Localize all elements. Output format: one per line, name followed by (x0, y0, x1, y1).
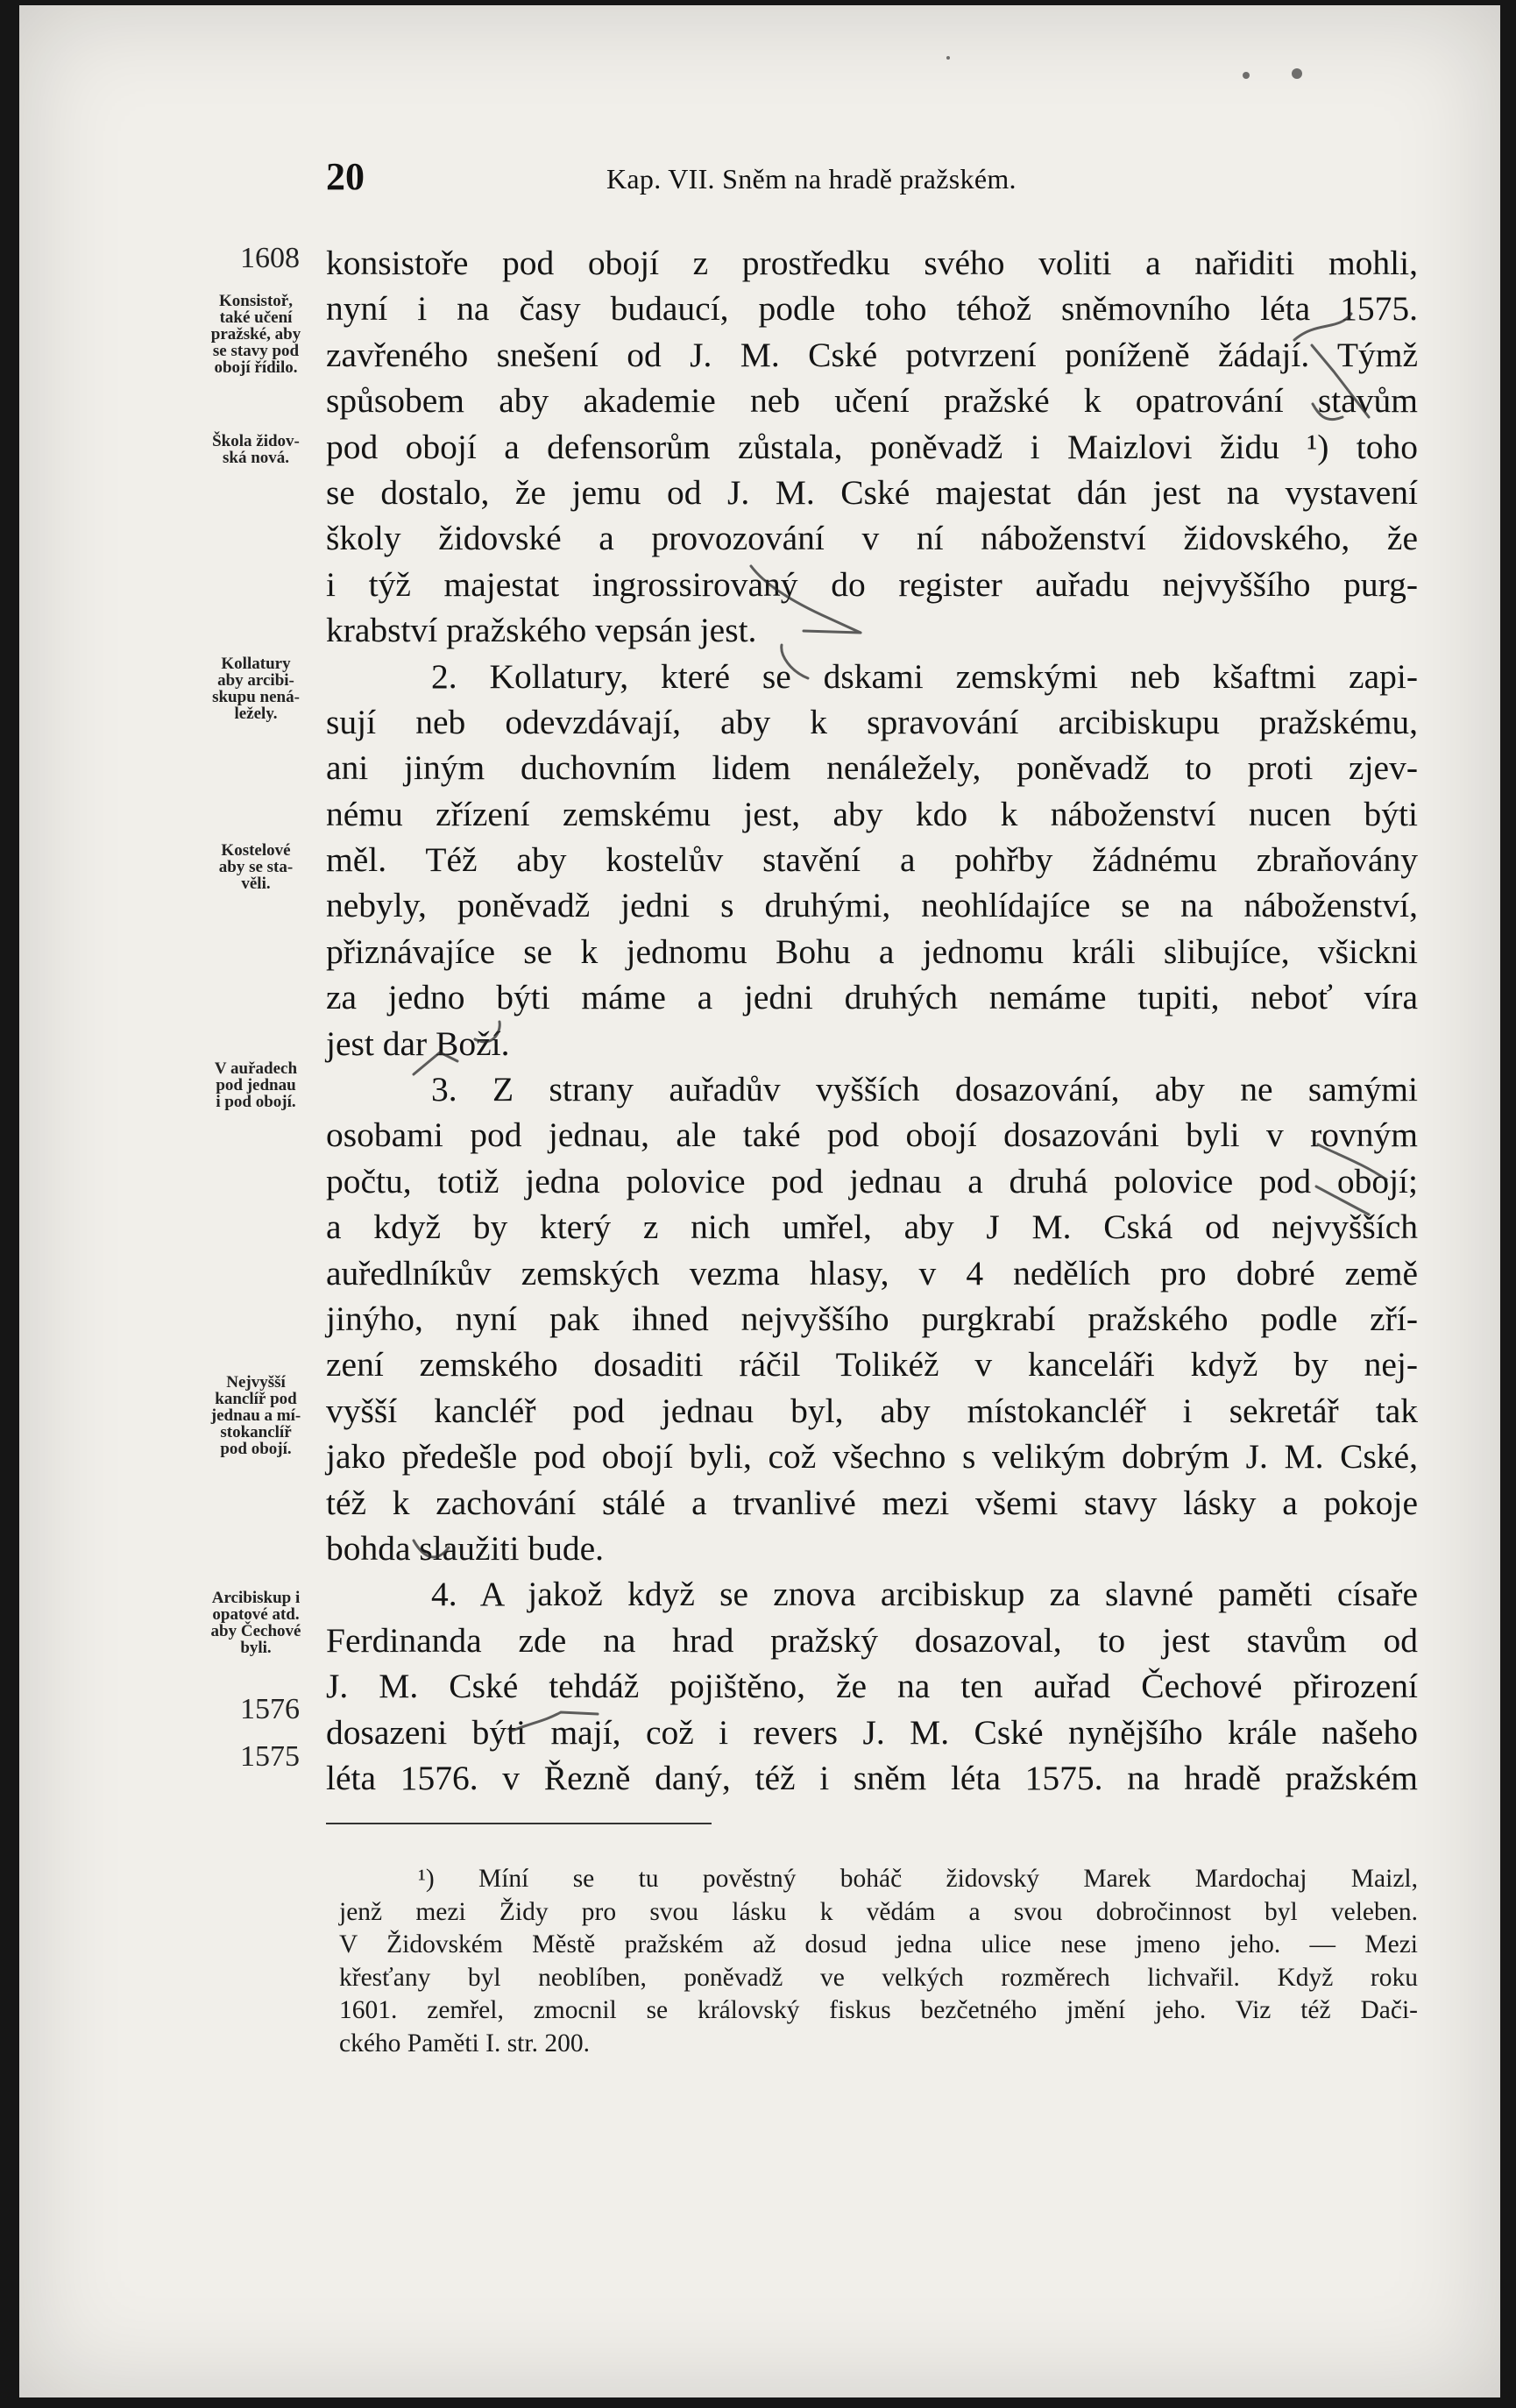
book-page (19, 5, 1500, 2397)
text-line: léta 1576. v Řezně daný, též i sněm léta 1575. na hradě pražském (326, 1758, 1418, 1797)
text-line: dosazeni býti mají, což i revers J. M. Cské nynějšího krále našeho (326, 1712, 1418, 1752)
body-text (326, 240, 1418, 1801)
side-note: Nejvyšší kanclíř pod jednau a mí- stokanclíř pod obojí. (210, 1373, 301, 1458)
footnote-line: křesťany byl neoblíben, poněvadž ve velkých rozměrech lichvařil. Když roku (339, 1963, 1418, 1992)
text-line: vyšší kancléř pod jednau byl, aby místokancléř i sekretář tak (326, 1391, 1418, 1430)
page-number: 20 (326, 155, 365, 198)
text-line: za jedno býti máme a jedni druhých nemáme tupiti, neboť víra (326, 978, 1418, 1017)
text-line: přiznávajíce se k jednomu Bohu a jednomu králi slibujíce, všickni (326, 931, 1418, 971)
margin-year: 1575 (240, 1740, 300, 1773)
text-line: jinýho, nyní pak ihned nejvyššího purgkrabí pražského podle zří- (326, 1299, 1418, 1338)
text-line: 3. Z strany auřadův vyšších dosazování, aby ne samými (431, 1070, 1418, 1109)
text-line: počtu, totiž jedna polovice pod jednau a druhá polovice pod obojí; (326, 1161, 1418, 1200)
text-line: i týž majestat ingrossirovaný do register auřadu nejvyššího purg- (326, 564, 1418, 604)
text-line: též k zachování stálé a trvanlivé mezi všemi stavy lásky a pokoje (326, 1483, 1418, 1522)
ink-speck (1292, 68, 1302, 79)
text-line: pod obojí a defensorům zůstala, poněvadž i Maizlovi židu ¹) toho (326, 427, 1418, 466)
side-note: Kostelové aby se sta- věli. (218, 841, 294, 893)
text-line: auředlníkův zemských vezma hlasy, v 4 nedělích pro dobré země (326, 1253, 1418, 1293)
margin-year: 1576 (240, 1693, 300, 1725)
side-note: V auřadech pod jednau i pod obojí. (214, 1059, 298, 1111)
footnote-line: 1601. zemřel, zmocnil se královský fiskus bezčetného jmění jeho. Viz též Dači- (339, 1996, 1418, 2024)
text-line: měl. Též aby kostelův stavění a pohřby žádnému zbraňovány (326, 840, 1418, 880)
text-line: spůsobem aby akademie neb učení pražské k opatrování stavům (326, 381, 1418, 421)
ink-speck (946, 56, 950, 60)
text-line: nyní i na časy budaucí, podle toho téhož sněmovního léta 1575. (326, 289, 1418, 329)
text-line: Ferdinanda zde na hrad pražský dosazoval, to jest stavům od (326, 1620, 1418, 1660)
side-note: Kollatury aby arcibi- skupu nená- ležely. (212, 655, 300, 723)
side-note: Arcibiskup i opatové atd. aby Čechové byli. (210, 1589, 301, 1657)
text-line: osobami pod jednau, ale také pod obojí dosazováni byli v rovným (326, 1115, 1418, 1155)
footnote-line: ¹) Míní se tu pověstný boháč židovský Marek Mardochaj Maizl, (418, 1865, 1418, 1893)
text-line: krabství pražského vepsán jest. (326, 611, 757, 650)
text-line: se dostalo, že jemu od J. M. Cské majestat dán jest na vystavení (326, 472, 1418, 512)
text-line: bohda slaužiti bude. (326, 1528, 605, 1568)
text-line: 4. A jakož když se znova arcibiskup za slavné paměti císaře (431, 1575, 1418, 1614)
footnotes (339, 1863, 1418, 2060)
text-line: J. M. Cské tehdáž pojištěno, že na ten auřad Čechové přirození (326, 1667, 1418, 1706)
footnote-line: jenž mezi Židy pro svou lásku k vědám a svou dobročinnost byl veleben. (339, 1897, 1418, 1926)
side-note: Škola židov- ská nová. (212, 432, 300, 467)
text-line: ani jiným duchovním lidem nenáležely, poněvadž to proti zjev- (326, 748, 1418, 788)
page-header (326, 154, 1465, 207)
text-line: jako předešle pod obojí byli, což všechno s velikým dobrým J. M. Cské, (326, 1437, 1418, 1477)
footnote-line: V Židovském Městě pražském až dosud jedna ulice nese jmeno jeho. — Mezi (339, 1930, 1418, 1958)
side-note: Konsistoř, také učení pražské, aby se stavy pod obojí řídilo. (210, 292, 301, 377)
text-line: jest dar Boží. (326, 1023, 510, 1063)
running-title: Kap. VII. Sněm na hradě pražském. (606, 163, 1017, 195)
text-line: 2. Kollatury, které se dskami zemskými neb kšaftmi zapi- (431, 656, 1418, 696)
text-line: nebyly, poněvadž jedni s druhými, neohlídajíce se na náboženství, (326, 886, 1418, 925)
footnote-line: ckého Paměti I. str. 200. (339, 2029, 590, 2057)
text-line: školy židovské a provozování v ní náboženství židovského, že (326, 519, 1418, 558)
text-line: zení zemského dosaditi ráčil Tolikéž v kanceláři když by nej- (326, 1345, 1418, 1385)
text-line: nému zřízení zemskému jest, aby kdo k náboženství nucen býti (326, 794, 1418, 833)
footnote-divider (326, 1823, 712, 1824)
margin-year: 1608 (240, 242, 300, 274)
ink-speck (1243, 72, 1250, 79)
text-line: sují neb odevzdávají, aby k spravování arcibiskupu pražskému, (326, 702, 1418, 741)
text-line: konsistoře pod obojí z prostředku svého voliti a nařiditi mohli, (326, 244, 1418, 282)
text-line: zavřeného snešení od J. M. Cské potvrzení poníženě žádají. Týmž (326, 335, 1418, 374)
text-line: a když by který z nich umřel, aby J M. Cská od nejvyšších (326, 1208, 1418, 1247)
